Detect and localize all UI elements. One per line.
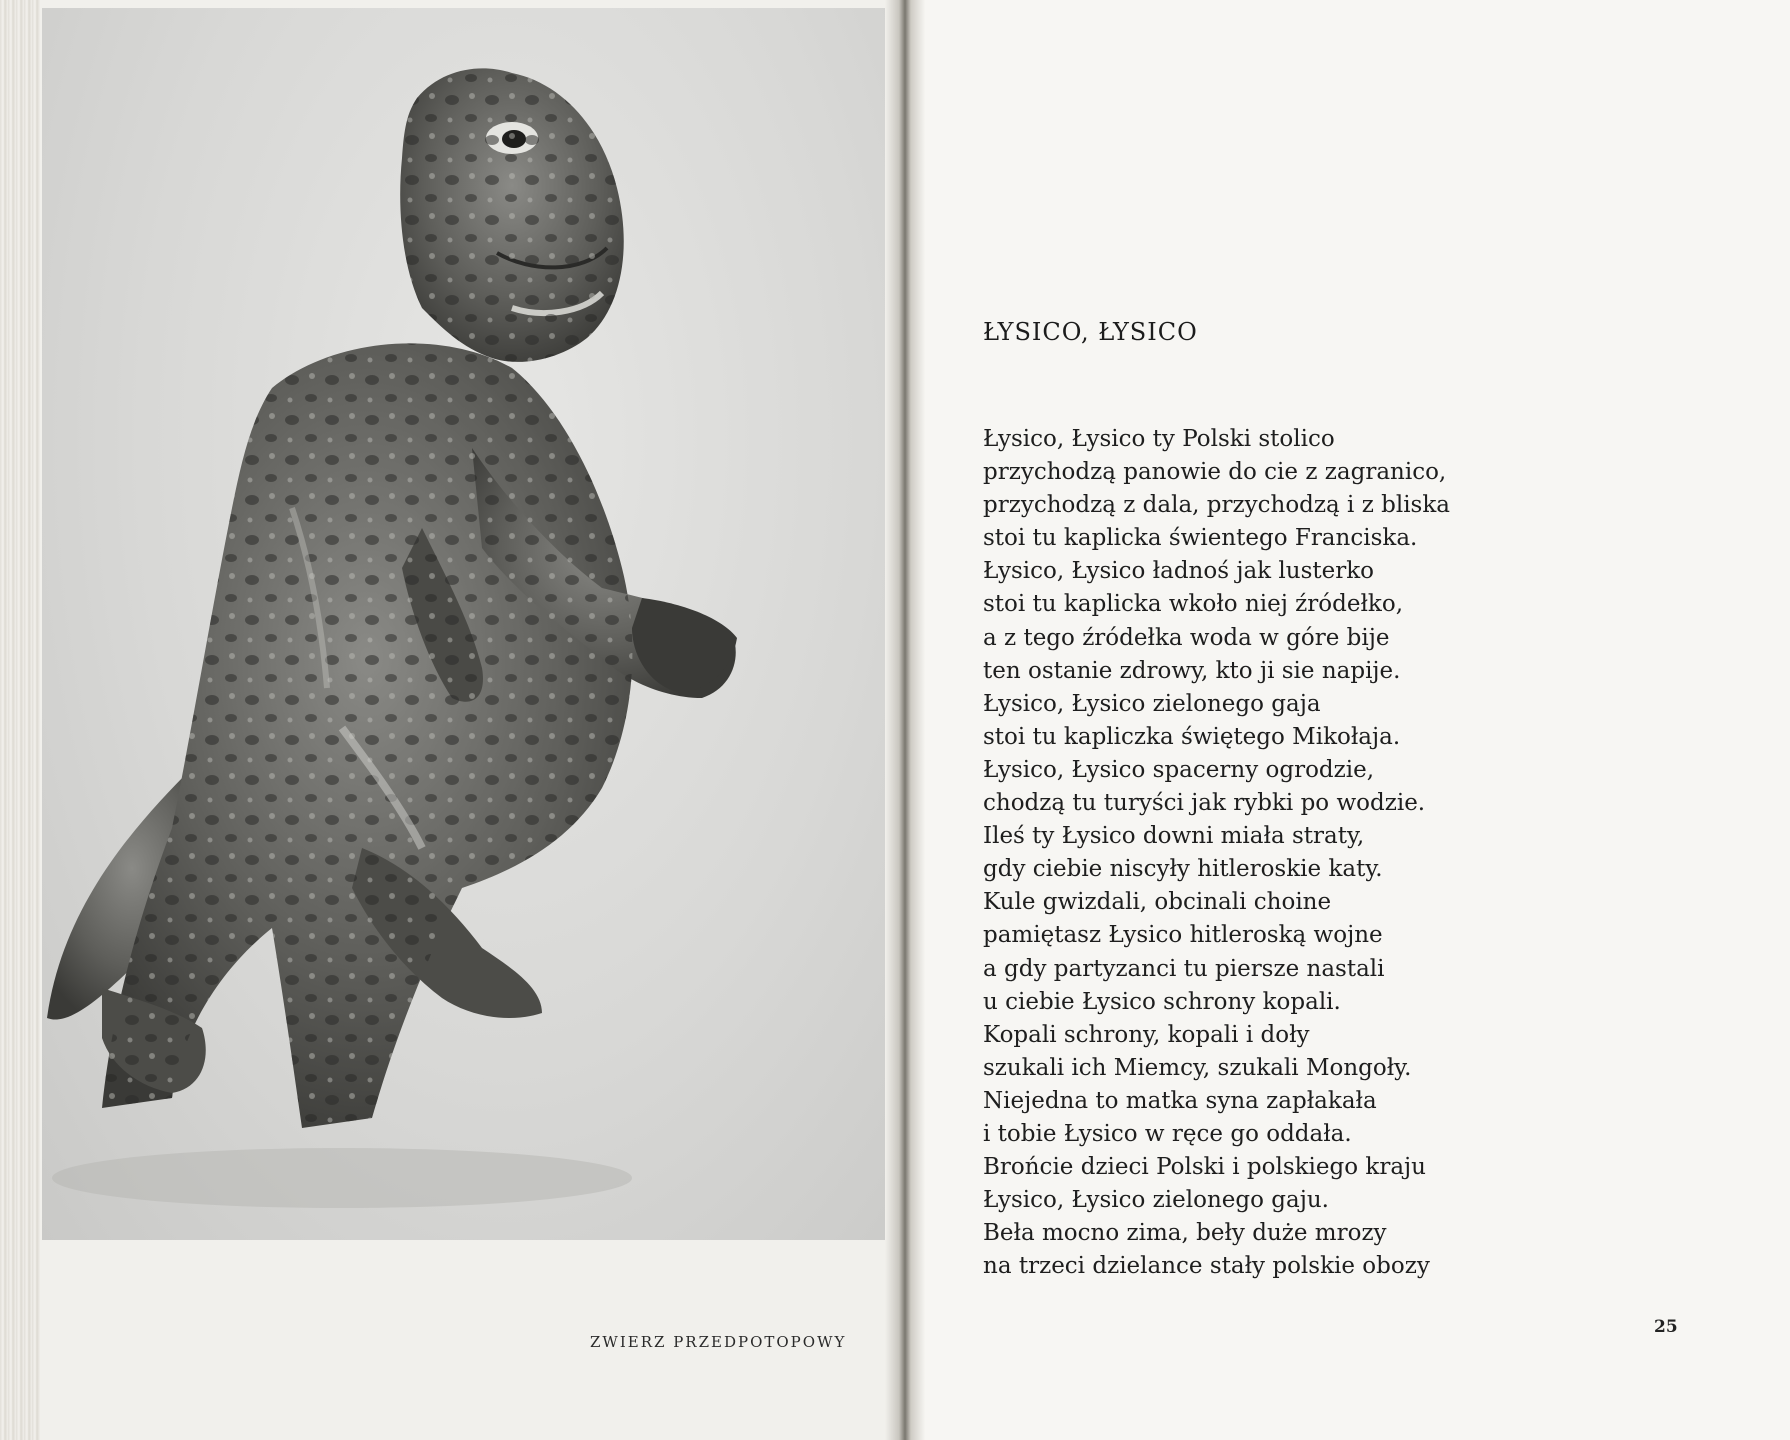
poem-line: gdy ciebie niscyły hitleroskie katy.	[983, 856, 1383, 883]
poem-line: stoi tu kaplicka wkoło niej źródełko,	[983, 591, 1404, 618]
poem-line: Łysico, Łysico ty Polski stolico	[983, 426, 1335, 452]
poem-line: Łysico, Łysico spacerny ogrodzie,	[983, 756, 1375, 783]
poem-line: Beła mocno zima, beły duże mrozy	[983, 1220, 1387, 1247]
poem-line: przychodzą z dala, przychodzą i z bliska	[983, 492, 1451, 519]
poem-line: na trzeci dzielance stały polskie obozy	[983, 1253, 1430, 1280]
poem-line: Łysico, Łysico ładnoś jak lusterko	[983, 558, 1375, 585]
poem-line: Łysico, Łysico zielonego gaja	[983, 690, 1321, 717]
poem-line: pamiętasz Łysico hitleroską wojne	[983, 922, 1383, 949]
poem-line: Niejedna to matka syna zapłakała	[983, 1087, 1377, 1114]
carved-figure-illustration	[42, 8, 885, 1240]
poem-line: przychodzą panowie do cie z zagranico,	[983, 459, 1447, 486]
right-page	[925, 0, 1790, 1440]
poem-line: i tobie Łysico w ręce go oddała.	[983, 1120, 1352, 1147]
poem-line: szukali ich Miemcy, szukali Mongoły.	[983, 1054, 1412, 1081]
poem-line: Łysico, Łysico zielonego gaju.	[983, 1187, 1329, 1214]
page-edges	[0, 0, 40, 1440]
page-number: 25	[1654, 1317, 1678, 1337]
poem-line: a z tego źródełka woda w góre bije	[983, 624, 1390, 651]
poem-line: chodzą tu turyści jak rybki po wodzie.	[983, 790, 1426, 817]
figure-photo	[42, 8, 885, 1240]
poem-line: stoi tu kaplicka świentego Franciska.	[983, 525, 1418, 552]
poem-text	[983, 423, 1450, 1283]
photo-caption: ZWIERZ PRZEDPOTOPOWY	[590, 1333, 847, 1351]
poem-line: stoi tu kapliczka świętego Mikołaja.	[983, 723, 1401, 750]
poem-line: Kule gwizdali, obcinali choine	[983, 889, 1332, 916]
poem-line: Ileś ty Łysico downi miała straty,	[983, 823, 1365, 850]
poem-line: u ciebie Łysico schrony kopali.	[983, 988, 1341, 1015]
poem-line: a gdy partyzanci tu piersze nastali	[983, 955, 1385, 982]
poem-line: Kopali schrony, kopali i doły	[983, 1021, 1310, 1048]
book-gutter	[885, 0, 925, 1440]
poem-line: Brońcie dzieci Polski i polskiego kraju	[983, 1154, 1426, 1181]
poem-line: ten ostanie zdrowy, kto ji sie napije.	[983, 657, 1401, 684]
poem-title: ŁYSICO, ŁYSICO	[983, 318, 1198, 346]
